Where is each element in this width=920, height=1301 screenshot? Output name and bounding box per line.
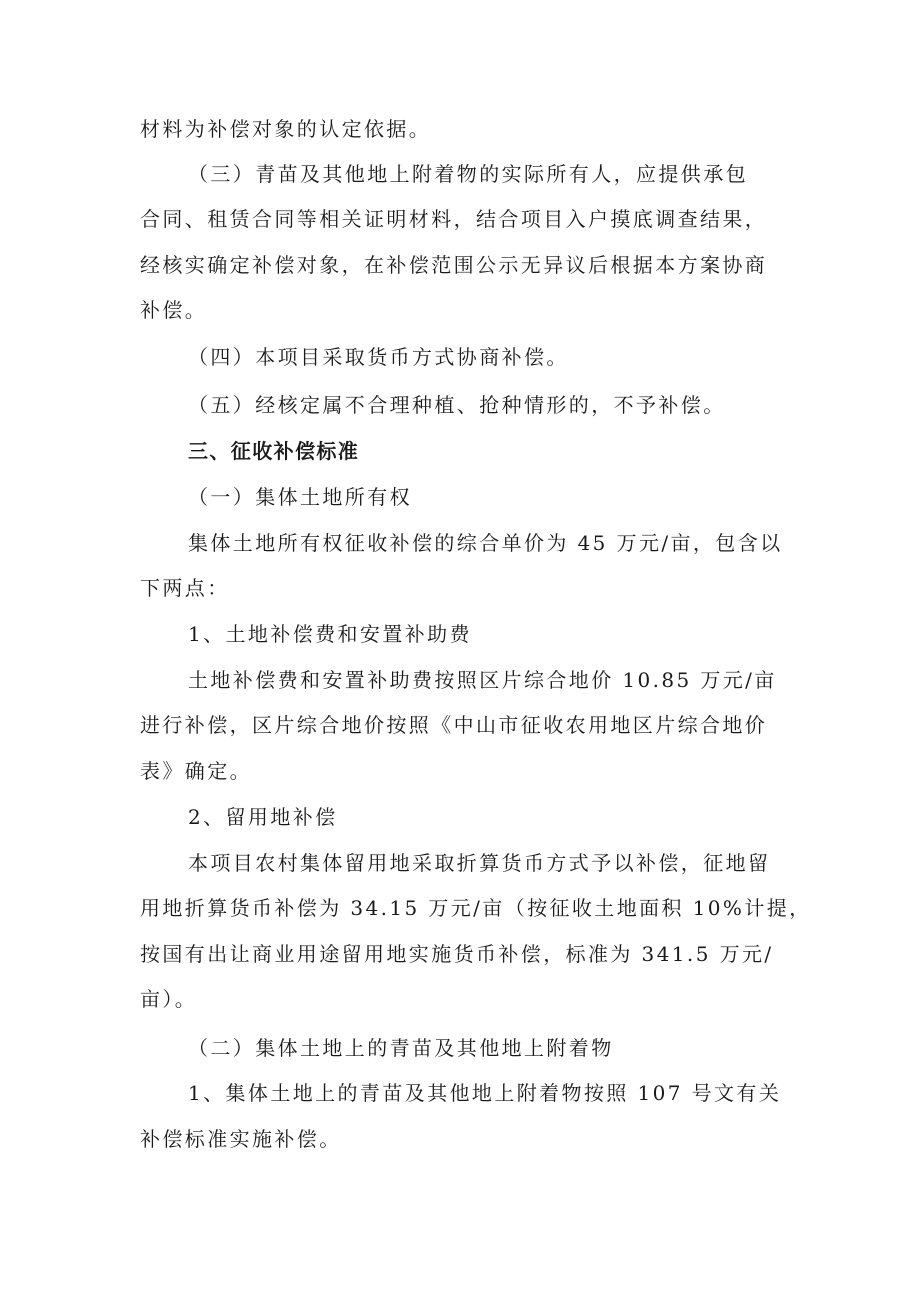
paragraph-line: 1、集体土地上的青苗及其他地上附着物按照 107 号文有关: [188, 1081, 782, 1105]
subsection-heading: （一）集体土地所有权: [188, 485, 412, 509]
paragraph-line: 补偿。: [140, 298, 208, 322]
paragraph-line: 集体土地所有权征收补偿的综合单价为 45 万元/亩，包含以: [188, 531, 783, 555]
paragraph-line: 本项目农村集体留用地采取折算货币方式予以补偿，征地留: [188, 851, 771, 875]
paragraph-line: 进行补偿，区片综合地价按照《中山市征收农用地区片综合地价: [140, 713, 768, 737]
subsection-heading: 2、留用地补偿: [188, 805, 338, 829]
paragraph-line: 土地补偿费和安置补助费按照区片综合地价 10.85 万元/亩: [188, 668, 777, 692]
paragraph-line: 表》确定。: [140, 759, 252, 783]
paragraph-line: 补偿标准实施补偿。: [140, 1127, 342, 1151]
paragraph-line: 材料为补偿对象的认定依据。: [140, 117, 432, 141]
paragraph-line: （五）经核定属不合理种植、抢种情形的，不予补偿。: [188, 393, 726, 417]
subsection-heading: 1、土地补偿费和安置补助费: [188, 622, 472, 646]
paragraph-line: 用地折算货币补偿为 34.15 万元/亩（按征收土地面积 10%计提，: [140, 896, 812, 920]
section-heading: 三、征收补偿标准: [188, 439, 360, 463]
paragraph-line: （三）青苗及其他地上附着物的实际所有人，应提供承包: [188, 162, 748, 186]
paragraph-line: 亩）。: [140, 987, 198, 1011]
paragraph-line: 经核实确定补偿对象，在补偿范围公示无异议后根据本方案协商: [140, 253, 768, 277]
paragraph-line: 合同、租赁合同等相关证明材料，结合项目入户摸底调查结果，: [140, 207, 768, 231]
paragraph-line: （四）本项目采取货币方式协商补偿。: [188, 345, 569, 369]
subsection-heading: （二）集体土地上的青苗及其他地上附着物: [188, 1036, 614, 1060]
paragraph-line: 按国有出让商业用途留用地实施货币补偿，标准为 341.5 万元/: [140, 942, 774, 966]
paragraph-line: 下两点：: [140, 576, 230, 600]
